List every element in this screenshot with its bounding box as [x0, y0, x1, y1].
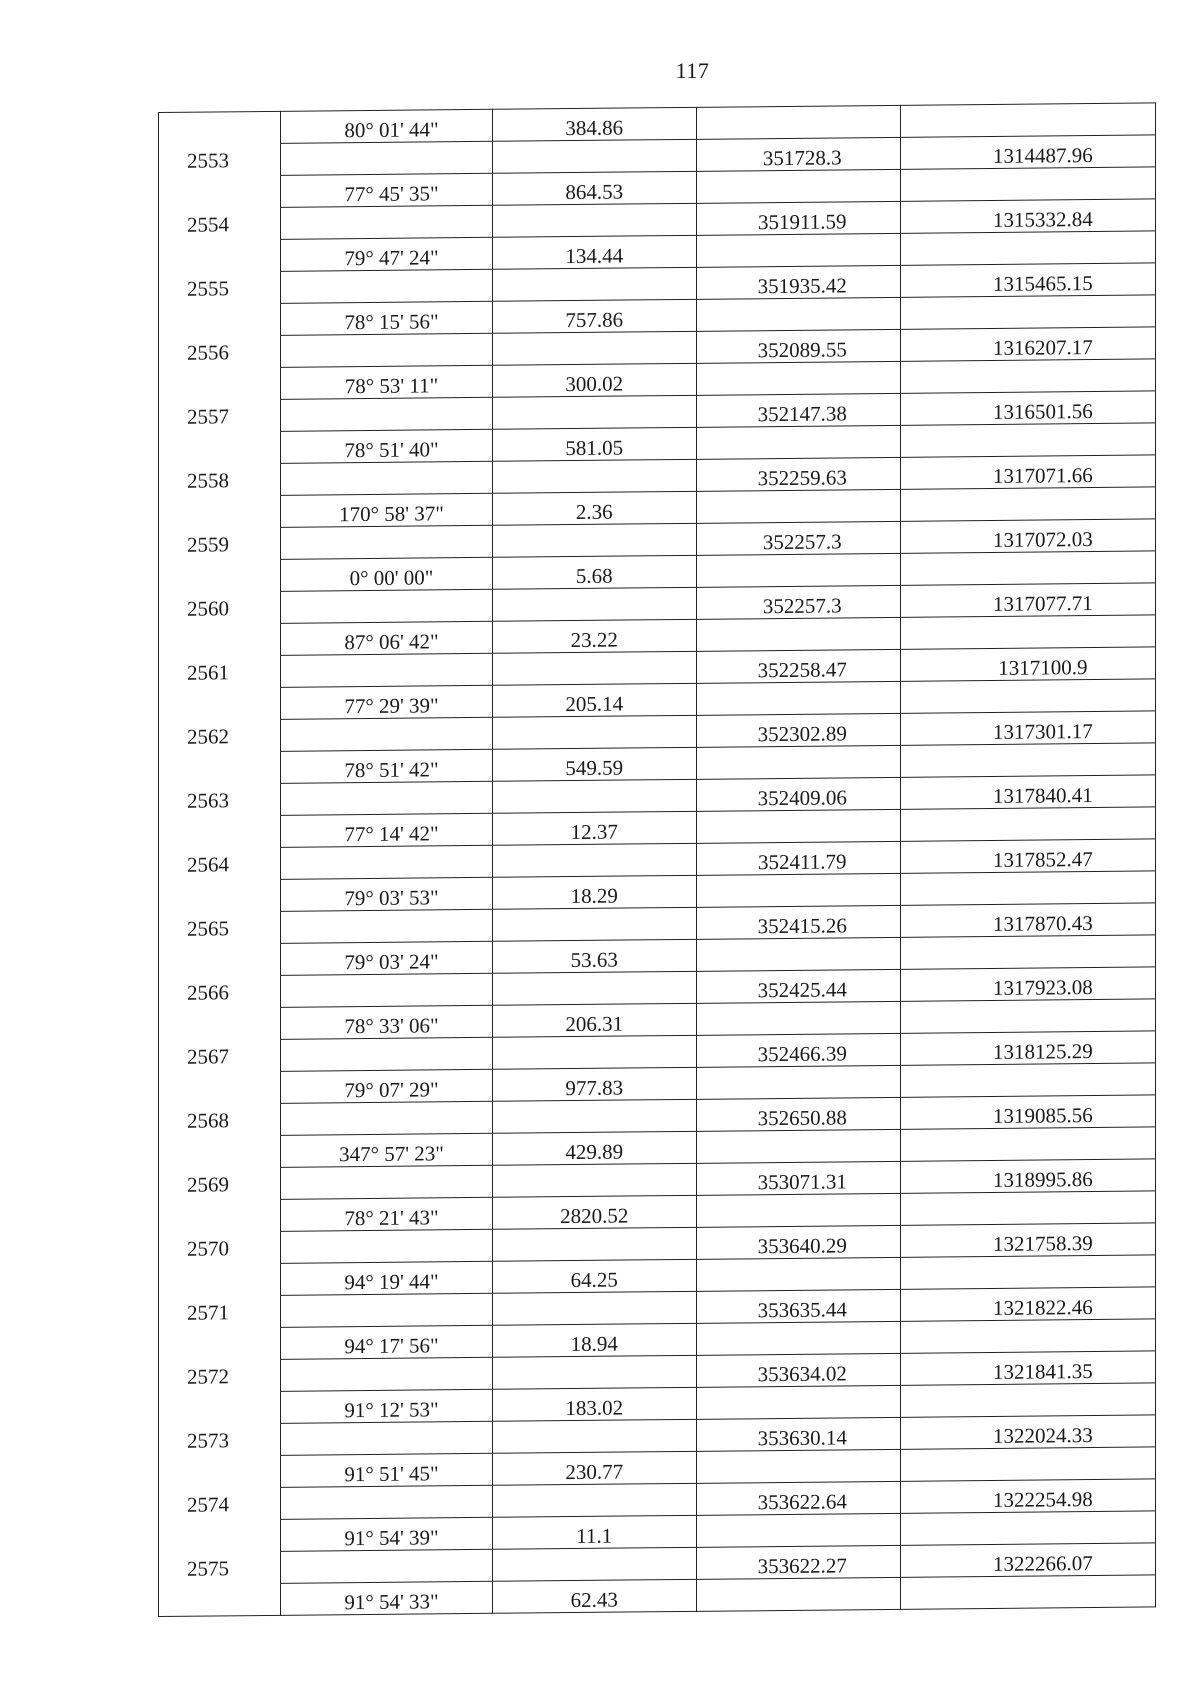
easting-cell: 351935.42 [696, 265, 900, 299]
distance-cell: 53.63 [492, 939, 696, 973]
northing-cell: 1314487.96 [900, 135, 1155, 169]
bearing-cell: 170° 58' 37" [281, 493, 493, 527]
northing-cell: 1315465.15 [900, 263, 1155, 297]
northing-empty-cell [900, 615, 1155, 649]
bearing-empty-cell [281, 845, 493, 879]
distance-cell: 12.37 [492, 811, 696, 845]
station-id-spacer [159, 367, 281, 400]
northing-cell: 1317923.08 [900, 967, 1155, 1001]
bearing-empty-cell [281, 1357, 493, 1391]
easting-cell: 352409.06 [696, 777, 900, 811]
bearing-empty-cell [281, 909, 493, 943]
station-id-cell: 2566 [159, 975, 281, 1008]
easting-cell: 353640.29 [696, 1225, 900, 1259]
northing-empty-cell [900, 1319, 1155, 1353]
bearing-empty-cell [281, 333, 493, 367]
station-id-cell: 2569 [159, 1167, 281, 1200]
bearing-empty-cell [281, 1293, 493, 1327]
distance-cell: 230.77 [492, 1451, 696, 1485]
station-id-cell: 2558 [159, 463, 281, 496]
northing-empty-cell [900, 807, 1155, 841]
distance-empty-cell [492, 1483, 696, 1517]
bearing-cell: 0° 00' 00" [281, 557, 493, 591]
station-id-spacer [159, 1327, 281, 1360]
easting-empty-cell [696, 1001, 900, 1035]
bearing-empty-cell [281, 717, 493, 751]
distance-empty-cell [492, 459, 696, 493]
easting-cell: 352259.63 [696, 457, 900, 491]
distance-cell: 62.43 [492, 1579, 696, 1613]
easting-cell: 352466.39 [696, 1033, 900, 1067]
bearing-empty-cell [281, 1165, 493, 1199]
easting-cell: 352257.3 [696, 521, 900, 555]
northing-empty-cell [900, 103, 1155, 137]
northing-empty-cell [900, 1191, 1155, 1225]
northing-empty-cell [900, 1575, 1155, 1609]
station-id-cell: 2553 [159, 143, 281, 176]
station-id-spacer [159, 1583, 281, 1616]
easting-empty-cell [696, 809, 900, 843]
distance-empty-cell [492, 779, 696, 813]
survey-table [158, 102, 1156, 1617]
bearing-cell: 78° 21' 43" [281, 1197, 493, 1231]
distance-empty-cell [492, 651, 696, 685]
easting-empty-cell [696, 745, 900, 779]
distance-empty-cell [492, 587, 696, 621]
bearing-empty-cell [281, 1101, 493, 1135]
distance-cell: 64.25 [492, 1259, 696, 1293]
easting-empty-cell [696, 1577, 900, 1611]
station-id-cell: 2567 [159, 1039, 281, 1072]
northing-empty-cell [900, 551, 1155, 585]
easting-cell: 351728.3 [696, 137, 900, 171]
easting-empty-cell [696, 1257, 900, 1291]
distance-empty-cell [492, 1227, 696, 1261]
easting-cell: 352425.44 [696, 969, 900, 1003]
station-id-cell: 2556 [159, 335, 281, 368]
bearing-cell: 77° 45' 35" [281, 173, 493, 207]
page-number: 117 [675, 58, 710, 83]
distance-cell: 23.22 [492, 619, 696, 653]
northing-cell: 1319085.56 [900, 1095, 1155, 1129]
northing-cell: 1321822.46 [900, 1287, 1155, 1321]
distance-empty-cell [492, 267, 696, 301]
bearing-cell: 79° 07' 29" [281, 1069, 493, 1103]
northing-cell: 1321758.39 [900, 1223, 1155, 1257]
bearing-cell: 91° 51' 45" [281, 1453, 493, 1487]
northing-empty-cell [900, 935, 1155, 969]
easting-cell: 353622.64 [696, 1481, 900, 1515]
bearing-empty-cell [281, 1421, 493, 1455]
survey-table-container [158, 102, 1156, 1615]
station-id-spacer [159, 431, 281, 464]
northing-empty-cell [900, 1127, 1155, 1161]
bearing-empty-cell [281, 1549, 493, 1583]
northing-cell: 1318125.29 [900, 1031, 1155, 1065]
distance-cell: 864.53 [492, 171, 696, 205]
station-id-spacer [159, 559, 281, 592]
station-id-spacer [159, 815, 281, 848]
northing-empty-cell [900, 167, 1155, 201]
bearing-cell: 78° 33' 06" [281, 1005, 493, 1039]
station-id-spacer [159, 623, 281, 656]
bearing-cell: 78° 53' 11" [281, 365, 493, 399]
distance-cell: 18.29 [492, 875, 696, 909]
northing-cell: 1315332.84 [900, 199, 1155, 233]
station-id-cell: 2565 [159, 911, 281, 944]
bearing-empty-cell [281, 461, 493, 495]
distance-cell: 977.83 [492, 1067, 696, 1101]
station-id-cell: 2575 [159, 1551, 281, 1584]
easting-cell: 352302.89 [696, 713, 900, 747]
station-id-spacer [159, 1007, 281, 1040]
station-id-cell: 2573 [159, 1423, 281, 1456]
station-id-spacer [159, 751, 281, 784]
station-id-cell: 2559 [159, 527, 281, 560]
bearing-cell: 79° 03' 24" [281, 941, 493, 975]
easting-empty-cell [696, 873, 900, 907]
distance-cell: 300.02 [492, 363, 696, 397]
northing-empty-cell [900, 679, 1155, 713]
northing-cell: 1317852.47 [900, 839, 1155, 873]
station-id-cell: 2568 [159, 1103, 281, 1136]
station-id-cell: 2572 [159, 1359, 281, 1392]
bearing-empty-cell [281, 397, 493, 431]
station-id-cell: 2557 [159, 399, 281, 432]
northing-empty-cell [900, 1383, 1155, 1417]
distance-empty-cell [492, 1547, 696, 1581]
northing-empty-cell [900, 487, 1155, 521]
distance-cell: 757.86 [492, 299, 696, 333]
station-id-spacer [159, 1135, 281, 1168]
bearing-empty-cell [281, 1485, 493, 1519]
bearing-cell: 347° 57' 23" [281, 1133, 493, 1167]
distance-cell: 581.05 [492, 427, 696, 461]
easting-empty-cell [696, 105, 900, 139]
northing-empty-cell [900, 999, 1155, 1033]
distance-empty-cell [492, 1355, 696, 1389]
station-id-cell: 2555 [159, 271, 281, 304]
distance-empty-cell [492, 1035, 696, 1069]
northing-empty-cell [900, 359, 1155, 393]
station-id-spacer [159, 1455, 281, 1488]
easting-empty-cell [696, 617, 900, 651]
distance-cell: 384.86 [492, 107, 696, 141]
bearing-empty-cell [281, 141, 493, 175]
bearing-cell: 94° 19' 44" [281, 1261, 493, 1295]
easting-empty-cell [696, 169, 900, 203]
easting-cell: 352415.26 [696, 905, 900, 939]
station-id-cell: 2563 [159, 783, 281, 816]
bearing-empty-cell [281, 973, 493, 1007]
bearing-cell: 79° 03' 53" [281, 877, 493, 911]
northing-cell: 1322024.33 [900, 1415, 1155, 1449]
northing-cell: 1316207.17 [900, 327, 1155, 361]
bearing-empty-cell [281, 589, 493, 623]
easting-empty-cell [696, 425, 900, 459]
station-id-spacer [159, 687, 281, 720]
easting-empty-cell [696, 489, 900, 523]
station-id-spacer [159, 239, 281, 272]
distance-cell: 549.59 [492, 747, 696, 781]
bearing-cell: 91° 54' 39" [281, 1517, 493, 1551]
northing-empty-cell [900, 231, 1155, 265]
bearing-cell: 80° 01' 44" [281, 109, 493, 143]
easting-cell: 352258.47 [696, 649, 900, 683]
bearing-cell: 78° 51' 42" [281, 749, 493, 783]
station-id-cell: 2554 [159, 207, 281, 240]
northing-cell: 1321841.35 [900, 1351, 1155, 1385]
bearing-cell: 77° 14' 42" [281, 813, 493, 847]
northing-empty-cell [900, 743, 1155, 777]
bearing-cell: 77° 29' 39" [281, 685, 493, 719]
distance-empty-cell [492, 395, 696, 429]
easting-empty-cell [696, 1513, 900, 1547]
easting-cell: 353630.14 [696, 1417, 900, 1451]
northing-cell: 1317100.9 [900, 647, 1155, 681]
station-id-cell: 2562 [159, 719, 281, 752]
bearing-empty-cell [281, 653, 493, 687]
easting-empty-cell [696, 937, 900, 971]
easting-cell: 352257.3 [696, 585, 900, 619]
northing-empty-cell [900, 1447, 1155, 1481]
northing-cell: 1317870.43 [900, 903, 1155, 937]
easting-empty-cell [696, 1449, 900, 1483]
distance-cell: 2.36 [492, 491, 696, 525]
station-id-spacer [159, 1263, 281, 1296]
distance-cell: 18.94 [492, 1323, 696, 1357]
easting-cell: 352089.55 [696, 329, 900, 363]
easting-empty-cell [696, 1385, 900, 1419]
easting-empty-cell [696, 233, 900, 267]
easting-empty-cell [696, 1065, 900, 1099]
station-id-spacer [159, 175, 281, 208]
easting-cell: 353635.44 [696, 1289, 900, 1323]
easting-empty-cell [696, 681, 900, 715]
easting-empty-cell [696, 1321, 900, 1355]
northing-empty-cell [900, 423, 1155, 457]
distance-empty-cell [492, 1291, 696, 1325]
bearing-cell: 78° 51' 40" [281, 429, 493, 463]
survey-table-body [159, 103, 1156, 1617]
distance-empty-cell [492, 523, 696, 557]
distance-cell: 429.89 [492, 1131, 696, 1165]
distance-cell: 206.31 [492, 1003, 696, 1037]
northing-cell: 1318995.86 [900, 1159, 1155, 1193]
bearing-cell: 91° 54' 33" [281, 1581, 493, 1615]
station-id-spacer [159, 303, 281, 336]
easting-cell: 352411.79 [696, 841, 900, 875]
distance-empty-cell [492, 1163, 696, 1197]
station-id-spacer [159, 111, 281, 144]
northing-cell: 1322254.98 [900, 1479, 1155, 1513]
distance-empty-cell [492, 1099, 696, 1133]
distance-empty-cell [492, 203, 696, 237]
station-id-spacer [159, 1391, 281, 1424]
bearing-empty-cell [281, 781, 493, 815]
bearing-cell: 79° 47' 24" [281, 237, 493, 271]
northing-cell: 1317071.66 [900, 455, 1155, 489]
northing-cell: 1317840.41 [900, 775, 1155, 809]
easting-empty-cell [696, 1129, 900, 1163]
station-id-cell: 2574 [159, 1487, 281, 1520]
distance-empty-cell [492, 715, 696, 749]
easting-empty-cell [696, 553, 900, 587]
distance-empty-cell [492, 907, 696, 941]
station-id-cell: 2571 [159, 1295, 281, 1328]
station-id-spacer [159, 879, 281, 912]
station-id-cell: 2564 [159, 847, 281, 880]
station-id-spacer [159, 1519, 281, 1552]
easting-cell: 351911.59 [696, 201, 900, 235]
easting-cell: 352147.38 [696, 393, 900, 427]
easting-empty-cell [696, 361, 900, 395]
distance-cell: 2820.52 [492, 1195, 696, 1229]
easting-cell: 353634.02 [696, 1353, 900, 1387]
bearing-empty-cell [281, 1229, 493, 1263]
northing-empty-cell [900, 295, 1155, 329]
easting-empty-cell [696, 1193, 900, 1227]
distance-empty-cell [492, 1419, 696, 1453]
easting-cell: 353622.27 [696, 1545, 900, 1579]
bearing-cell: 78° 15' 56" [281, 301, 493, 335]
station-id-cell: 2561 [159, 655, 281, 688]
northing-cell: 1317072.03 [900, 519, 1155, 553]
northing-empty-cell [900, 871, 1155, 905]
distance-cell: 205.14 [492, 683, 696, 717]
northing-cell: 1316501.56 [900, 391, 1155, 425]
station-id-spacer [159, 1071, 281, 1104]
northing-empty-cell [900, 1511, 1155, 1545]
distance-empty-cell [492, 331, 696, 365]
northing-empty-cell [900, 1255, 1155, 1289]
station-id-cell: 2570 [159, 1231, 281, 1264]
distance-empty-cell [492, 971, 696, 1005]
distance-cell: 183.02 [492, 1387, 696, 1421]
station-id-cell: 2560 [159, 591, 281, 624]
bearing-empty-cell [281, 269, 493, 303]
bearing-empty-cell [281, 205, 493, 239]
distance-empty-cell [492, 843, 696, 877]
station-id-spacer [159, 943, 281, 976]
bearing-cell: 87° 06' 42" [281, 621, 493, 655]
easting-empty-cell [696, 297, 900, 331]
easting-cell: 352650.88 [696, 1097, 900, 1131]
northing-cell: 1317077.71 [900, 583, 1155, 617]
bearing-empty-cell [281, 1037, 493, 1071]
station-id-spacer [159, 495, 281, 528]
northing-cell: 1317301.17 [900, 711, 1155, 745]
station-id-spacer [159, 1199, 281, 1232]
bearing-empty-cell [281, 525, 493, 559]
distance-cell: 134.44 [492, 235, 696, 269]
northing-empty-cell [900, 1063, 1155, 1097]
distance-cell: 11.1 [492, 1515, 696, 1549]
northing-cell: 1322266.07 [900, 1543, 1155, 1577]
bearing-cell: 94° 17' 56" [281, 1325, 493, 1359]
distance-cell: 5.68 [492, 555, 696, 589]
bearing-cell: 91° 12' 53" [281, 1389, 493, 1423]
easting-cell: 353071.31 [696, 1161, 900, 1195]
distance-empty-cell [492, 139, 696, 173]
